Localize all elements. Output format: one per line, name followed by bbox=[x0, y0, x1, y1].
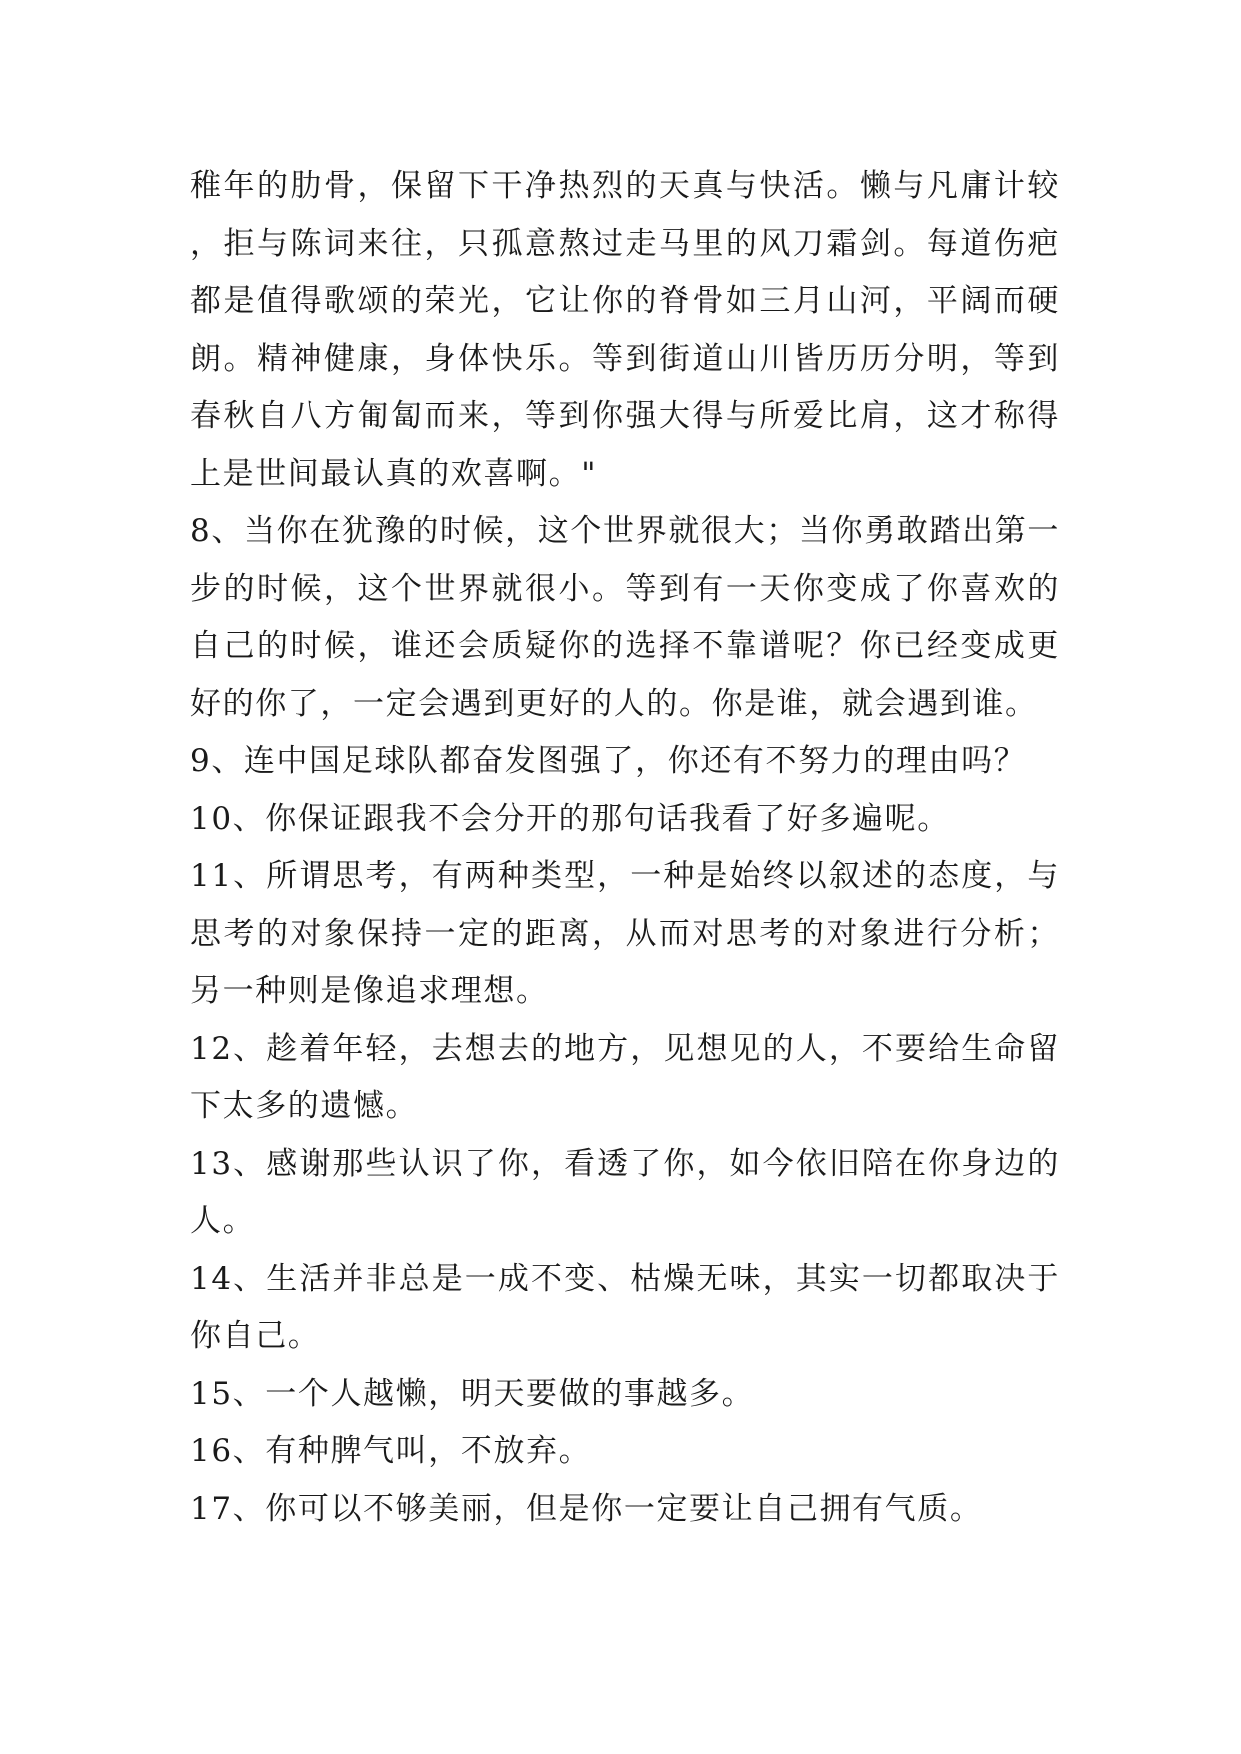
paragraph-continuation: 稚年的肋骨，保留下干净热烈的天真与快活。懒与凡庸计较，拒与陈词来往，只孤意熬过走马里的风刀霜剑。每道伤疤都是值得歌颂的荣光，它让你的脊骨如三月山河，平阔而硬朗。精神健康，身体快乐。等到街道山川皆历历分明，等到春秋自八方匍匐而来，等到你强大得与所爱比肩，这才称得上是世间最认真的欢喜啊。" bbox=[190, 168, 1060, 492]
list-item-9: 9、连中国足球队都奋发图强了，你还有不努力的理由吗？ bbox=[190, 743, 1027, 779]
list-item-16: 16、有种脾气叫，不放弃。 bbox=[190, 1433, 592, 1469]
list-item-10: 10、你保证跟我不会分开的那句话我看了好多遍呢。 bbox=[190, 800, 950, 837]
list-item-17: 17、你可以不够美丽，但是你一定要让自己拥有气质。 bbox=[190, 1490, 983, 1527]
list-item-14: 14、生活并非总是一成不变、枯燥无味，其实一切都取决于你自己。 bbox=[190, 1260, 1060, 1354]
list-item-13: 13、感谢那些认识了你，看透了你，如今依旧陪在你身边的人。 bbox=[190, 1145, 1060, 1239]
list-item-12: 12、趁着年轻，去想去的地方，见想见的人，不要给生命留下太多的遗憾。 bbox=[190, 1030, 1060, 1124]
list-item-8: 8、当你在犹豫的时候，这个世界就很大；当你勇敢踏出第一步的时候，这个世界就很小。等到有一天你变成了你喜欢的自己的时候，谁还会质疑你的选择不靠谱呢？你已经变成更好的你了，一定会遇到更好的人的。你是谁，就会遇到谁。 bbox=[190, 513, 1060, 722]
list-item-11: 11、所谓思考，有两种类型，一种是始终以叙述的态度，与思考的对象保持一定的距离，从而对思考的对象进行分析；另一种则是像追求理想。 bbox=[190, 858, 1060, 1009]
document-body bbox=[190, 158, 1060, 1538]
list-item-15: 15、一个人越懒，明天要做的事越多。 bbox=[190, 1375, 755, 1412]
